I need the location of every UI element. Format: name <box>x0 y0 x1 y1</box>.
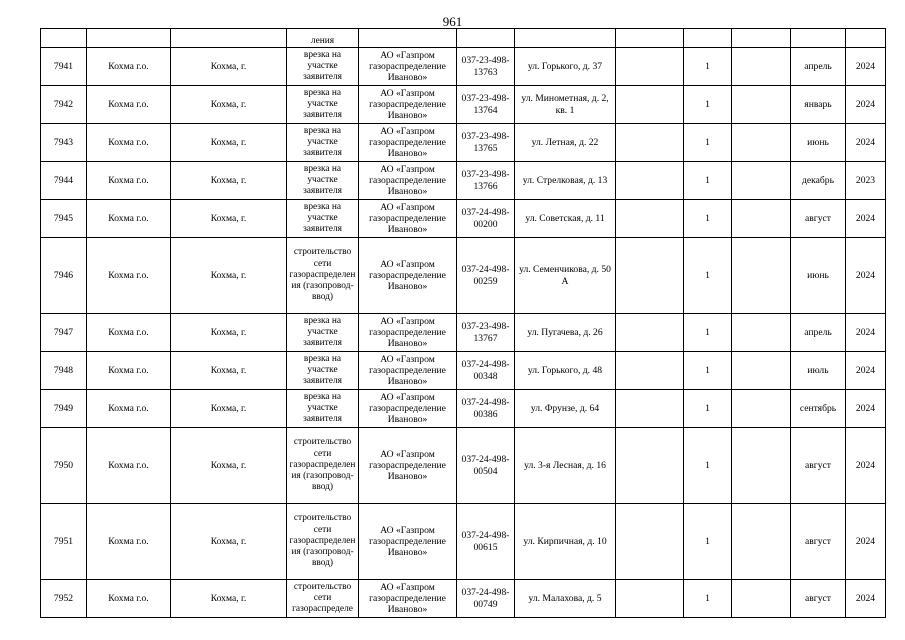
cell-organization: АО «Газпром газораспределение Иваново» <box>359 124 457 162</box>
cell-work-type: строительство сети газораспределе <box>287 580 359 618</box>
cell-code: 037-24-498-00200 <box>457 200 515 238</box>
cell-number: 7946 <box>41 238 87 314</box>
cell-code: 037-24-498-00749 <box>457 580 515 618</box>
cell-empty <box>171 29 287 48</box>
cell-month: сентябрь <box>791 390 846 428</box>
cell-number: 7947 <box>41 314 87 352</box>
cell-work-type: строительство сети газораспределения (газопровод-ввод) <box>287 504 359 580</box>
cell-empty <box>616 352 684 390</box>
cell-quantity: 1 <box>684 124 732 162</box>
cell-work-type: строительство сети газораспределения (газопровод-ввод) <box>287 428 359 504</box>
cell-address: ул. Фрунзе, д. 64 <box>515 390 616 428</box>
cell-address: ул. Семенчикова, д. 50 А <box>515 238 616 314</box>
cell-organization: АО «Газпром газораспределение Иваново» <box>359 352 457 390</box>
cell-empty <box>732 29 791 48</box>
cell-quantity: 1 <box>684 428 732 504</box>
cell-empty <box>41 29 87 48</box>
cell-address: ул. Малахова, д. 5 <box>515 580 616 618</box>
cell-code: 037-24-498-00348 <box>457 352 515 390</box>
cell-quantity: 1 <box>684 390 732 428</box>
cell-settlement: Кохма, г. <box>171 238 287 314</box>
cell-work-type: врезка на участке заявителя <box>287 162 359 200</box>
cell-settlement: Кохма, г. <box>171 504 287 580</box>
cell-month: август <box>791 504 846 580</box>
table-row <box>41 86 886 124</box>
cell-municipality: Кохма г.о. <box>87 86 171 124</box>
cell-year: 2024 <box>846 86 886 124</box>
page-number: 961 <box>442 14 463 29</box>
cell-empty <box>732 580 791 618</box>
cell-year: 2023 <box>846 162 886 200</box>
cell-number: 7952 <box>41 580 87 618</box>
cell-code: 037-24-498-00504 <box>457 428 515 504</box>
cell-work-type: строительство сети газораспределения (газопровод-ввод) <box>287 238 359 314</box>
cell-code: 037-24-498-00386 <box>457 390 515 428</box>
cell-quantity: 1 <box>684 162 732 200</box>
cell-quantity: 1 <box>684 314 732 352</box>
cell-empty <box>791 29 846 48</box>
gas-connection-table <box>40 28 886 618</box>
cell-quantity: 1 <box>684 86 732 124</box>
cell-empty <box>732 124 791 162</box>
table-row <box>41 390 886 428</box>
cell-month: июнь <box>791 124 846 162</box>
cell-organization: АО «Газпром газораспределение Иваново» <box>359 162 457 200</box>
table-row <box>41 238 886 314</box>
cell-empty <box>616 200 684 238</box>
cell-organization: АО «Газпром газораспределение Иваново» <box>359 86 457 124</box>
cell-address: ул. Горького, д. 37 <box>515 48 616 86</box>
cell-work-type: врезка на участке заявителя <box>287 314 359 352</box>
table-row <box>41 314 886 352</box>
cell-code: 037-24-498-00615 <box>457 504 515 580</box>
cell-empty <box>616 162 684 200</box>
cell-code: 037-24-498-00259 <box>457 238 515 314</box>
cell-empty <box>732 314 791 352</box>
cell-organization: АО «Газпром газораспределение Иваново» <box>359 314 457 352</box>
cell-number: 7949 <box>41 390 87 428</box>
cell-year: 2024 <box>846 238 886 314</box>
cell-work-type: врезка на участке заявителя <box>287 200 359 238</box>
cell-month: июль <box>791 352 846 390</box>
table-row <box>41 504 886 580</box>
cell-month: апрель <box>791 48 846 86</box>
cell-quantity: 1 <box>684 238 732 314</box>
cell-empty <box>732 200 791 238</box>
cell-number: 7945 <box>41 200 87 238</box>
cell-empty <box>616 124 684 162</box>
cell-work-type: врезка на участке заявителя <box>287 352 359 390</box>
cell-organization: АО «Газпром газораспределение Иваново» <box>359 580 457 618</box>
cell-code: 037-23-498-13763 <box>457 48 515 86</box>
cell-year: 2024 <box>846 428 886 504</box>
cell-number: 7951 <box>41 504 87 580</box>
cell-municipality: Кохма г.о. <box>87 200 171 238</box>
cell-empty <box>616 504 684 580</box>
cell-address: ул. Стрелковая, д. 13 <box>515 162 616 200</box>
cell-empty <box>616 428 684 504</box>
cell-empty <box>616 238 684 314</box>
table-row <box>41 48 886 86</box>
cell-work-type: врезка на участке заявителя <box>287 48 359 86</box>
cell-year: 2024 <box>846 124 886 162</box>
cell-municipality: Кохма г.о. <box>87 314 171 352</box>
cell-number: 7944 <box>41 162 87 200</box>
cell-code: 037-23-498-13764 <box>457 86 515 124</box>
table-row <box>41 124 886 162</box>
cell-month: август <box>791 200 846 238</box>
cell-year: 2024 <box>846 48 886 86</box>
cell-empty <box>87 29 171 48</box>
cell-empty <box>616 314 684 352</box>
cell-quantity: 1 <box>684 504 732 580</box>
cell-settlement: Кохма, г. <box>171 580 287 618</box>
cell-empty <box>616 390 684 428</box>
cell-number: 7941 <box>41 48 87 86</box>
cell-settlement: Кохма, г. <box>171 200 287 238</box>
cell-quantity: 1 <box>684 200 732 238</box>
cell-year: 2024 <box>846 390 886 428</box>
cell-organization: АО «Газпром газораспределение Иваново» <box>359 504 457 580</box>
cell-address: ул. Советская, д. 11 <box>515 200 616 238</box>
cell-quantity: 1 <box>684 48 732 86</box>
cell-number: 7942 <box>41 86 87 124</box>
cell-empty <box>684 29 732 48</box>
cell-municipality: Кохма г.о. <box>87 162 171 200</box>
cell-empty <box>732 86 791 124</box>
cell-organization: АО «Газпром газораспределение Иваново» <box>359 200 457 238</box>
cell-settlement: Кохма, г. <box>171 352 287 390</box>
cell-municipality: Кохма г.о. <box>87 238 171 314</box>
cell-month: январь <box>791 86 846 124</box>
cell-address: ул. Кирпичная, д. 10 <box>515 504 616 580</box>
cell-empty <box>616 580 684 618</box>
cell-municipality: Кохма г.о. <box>87 504 171 580</box>
cell-empty <box>732 504 791 580</box>
cell-work-type: врезка на участке заявителя <box>287 124 359 162</box>
cell-code: 037-23-498-13766 <box>457 162 515 200</box>
cell-empty <box>515 29 616 48</box>
cell-empty <box>616 86 684 124</box>
cell-empty <box>616 48 684 86</box>
cell-municipality: Кохма г.о. <box>87 48 171 86</box>
cell-year: 2024 <box>846 200 886 238</box>
cell-organization: АО «Газпром газораспределение Иваново» <box>359 48 457 86</box>
cell-settlement: Кохма, г. <box>171 162 287 200</box>
table-row <box>41 162 886 200</box>
cell-settlement: Кохма, г. <box>171 390 287 428</box>
table-row <box>41 580 886 618</box>
cell-empty <box>732 238 791 314</box>
cell-organization: АО «Газпром газораспределение Иваново» <box>359 238 457 314</box>
cell-address: ул. Летная, д. 22 <box>515 124 616 162</box>
cell-municipality: Кохма г.о. <box>87 428 171 504</box>
cell-empty <box>359 29 457 48</box>
cell-municipality: Кохма г.о. <box>87 580 171 618</box>
table-row <box>41 200 886 238</box>
cell-work-type: ления <box>287 29 359 48</box>
cell-year: 2024 <box>846 314 886 352</box>
cell-settlement: Кохма, г. <box>171 124 287 162</box>
cell-number: 7948 <box>41 352 87 390</box>
cell-empty <box>732 162 791 200</box>
cell-empty <box>616 29 684 48</box>
table-body <box>41 29 886 618</box>
cell-settlement: Кохма, г. <box>171 428 287 504</box>
cell-empty <box>732 390 791 428</box>
cell-address: ул. Пугачева, д. 26 <box>515 314 616 352</box>
continued-row <box>41 29 886 48</box>
cell-number: 7950 <box>41 428 87 504</box>
cell-code: 037-23-498-13765 <box>457 124 515 162</box>
cell-month: декабрь <box>791 162 846 200</box>
cell-municipality: Кохма г.о. <box>87 352 171 390</box>
cell-year: 2024 <box>846 504 886 580</box>
cell-empty <box>732 352 791 390</box>
cell-address: ул. 3-я Лесная, д. 16 <box>515 428 616 504</box>
cell-month: июнь <box>791 238 846 314</box>
table-row <box>41 428 886 504</box>
cell-code: 037-23-498-13767 <box>457 314 515 352</box>
cell-month: август <box>791 580 846 618</box>
cell-work-type: врезка на участке заявителя <box>287 390 359 428</box>
cell-empty <box>732 48 791 86</box>
cell-month: апрель <box>791 314 846 352</box>
cell-municipality: Кохма г.о. <box>87 124 171 162</box>
cell-municipality: Кохма г.о. <box>87 390 171 428</box>
cell-settlement: Кохма, г. <box>171 314 287 352</box>
cell-work-type: врезка на участке заявителя <box>287 86 359 124</box>
cell-quantity: 1 <box>684 352 732 390</box>
cell-settlement: Кохма, г. <box>171 86 287 124</box>
cell-empty <box>457 29 515 48</box>
cell-settlement: Кохма, г. <box>171 48 287 86</box>
cell-quantity: 1 <box>684 580 732 618</box>
cell-year: 2024 <box>846 352 886 390</box>
cell-empty <box>846 29 886 48</box>
cell-month: август <box>791 428 846 504</box>
table-row <box>41 352 886 390</box>
cell-number: 7943 <box>41 124 87 162</box>
cell-year: 2024 <box>846 580 886 618</box>
cell-address: ул. Горького, д. 48 <box>515 352 616 390</box>
cell-organization: АО «Газпром газораспределение Иваново» <box>359 390 457 428</box>
cell-address: ул. Минометная, д. 2, кв. 1 <box>515 86 616 124</box>
cell-empty <box>732 428 791 504</box>
cell-organization: АО «Газпром газораспределение Иваново» <box>359 428 457 504</box>
